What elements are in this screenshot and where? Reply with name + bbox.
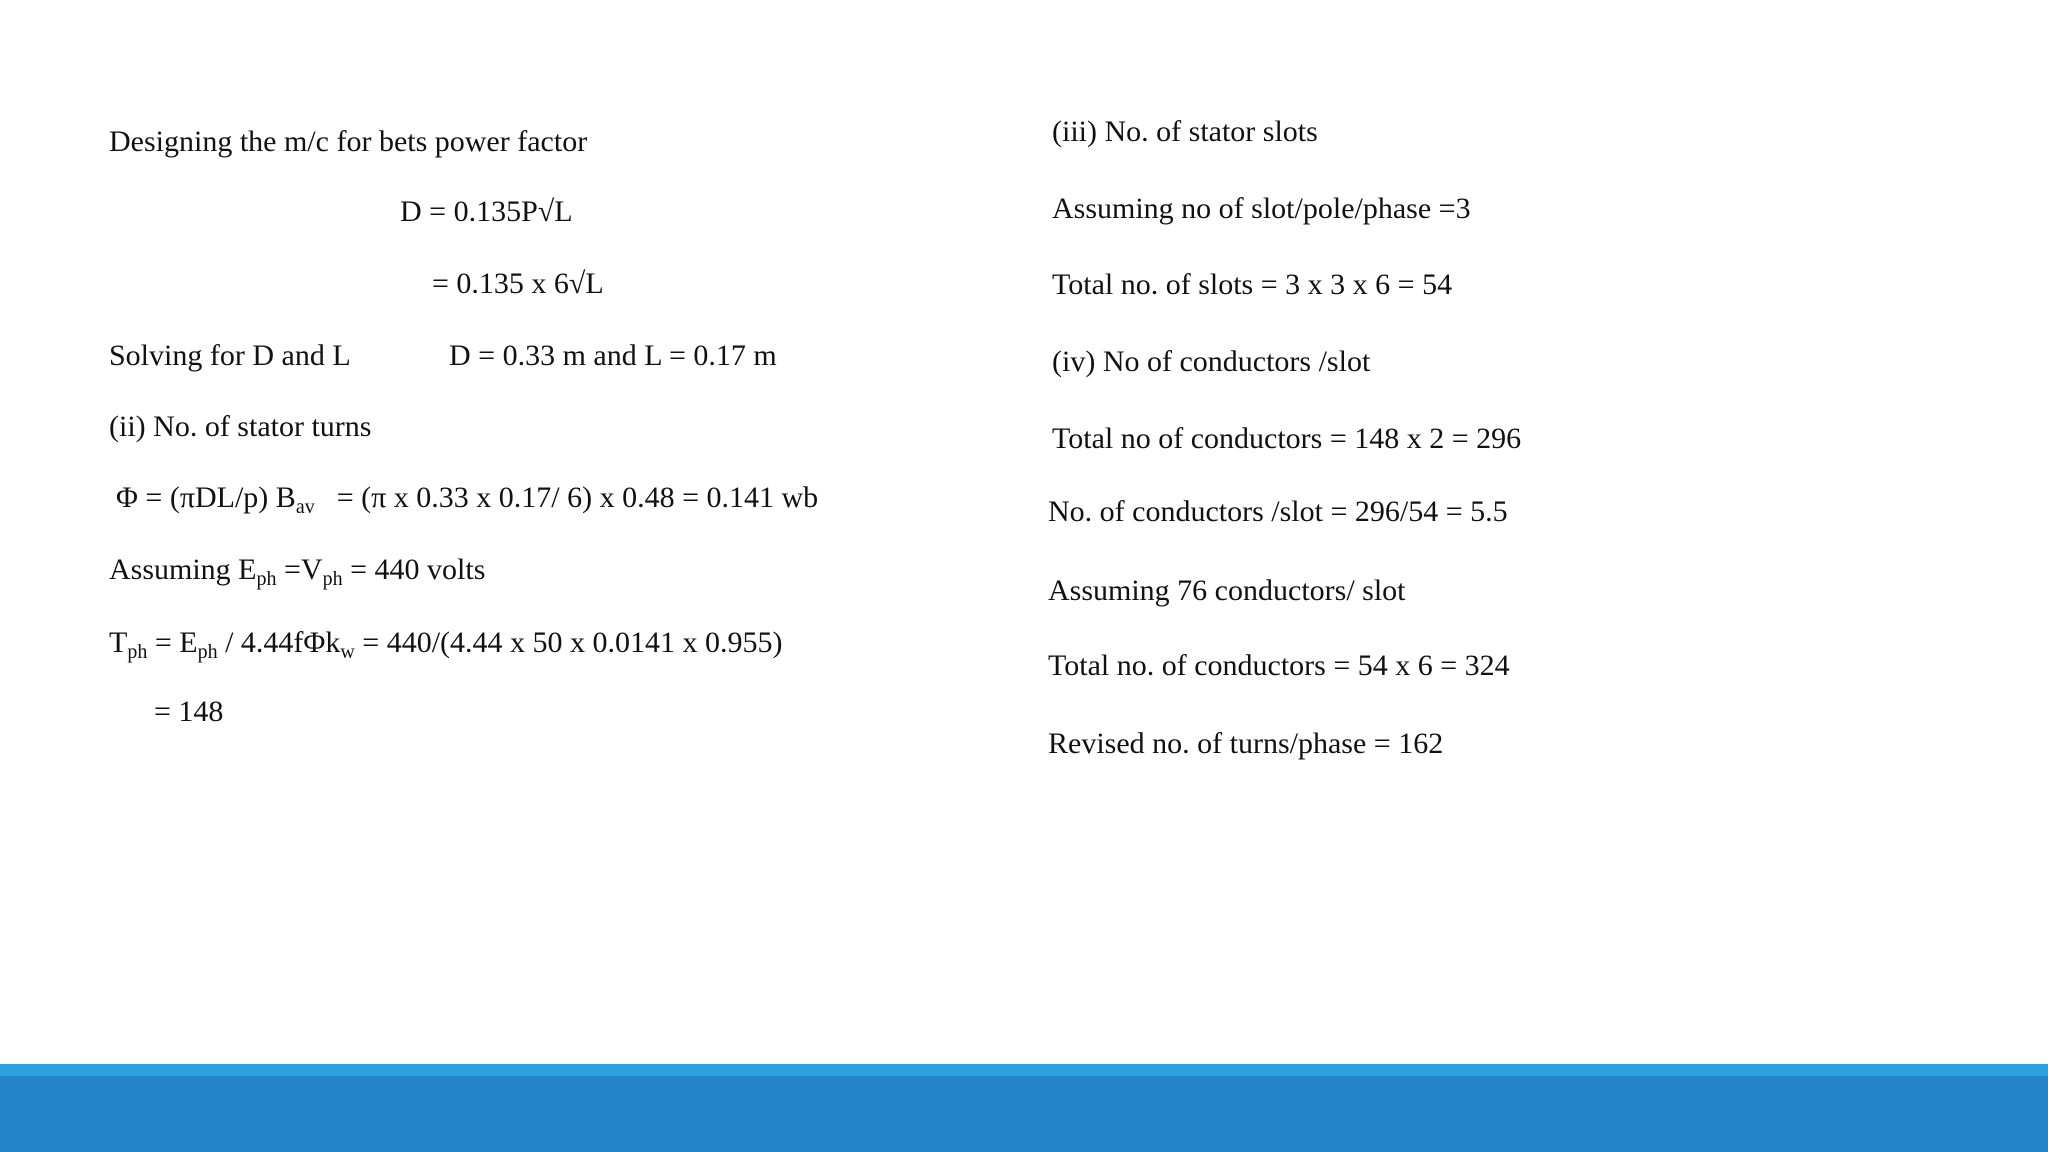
section-stator-turns: (ii) No. of stator turns (109, 410, 372, 443)
section-stator-slots: (iii) No. of stator slots (1052, 115, 1318, 148)
assuming-voltage-prefix: Assuming E (109, 553, 257, 586)
footer-bar (0, 1076, 2048, 1152)
assuming-voltage (109, 550, 485, 590)
assuming-voltage-mid: =V (276, 553, 323, 586)
flux-equation (116, 478, 818, 518)
equation-d: D = 0.135P√L (400, 195, 573, 228)
assume-conductors: Assuming 76 conductors/ slot (1048, 574, 1406, 607)
flux-lhs: Φ = (πDL/p) B (116, 481, 296, 514)
flux-lhs-subscript: av (295, 496, 315, 518)
turns-k-subscript: w (340, 641, 355, 663)
turns-eq: = E (147, 626, 198, 659)
turns-t-subscript: ph (127, 641, 148, 663)
footer-accent-stripe (0, 1064, 2048, 1076)
total-slots: Total no. of slots = 3 x 3 x 6 = 54 (1052, 268, 1453, 301)
assume-slots: Assuming no of slot/pole/phase =3 (1052, 192, 1471, 225)
assuming-voltage-sub-e: ph (256, 568, 277, 590)
revised-turns: Revised no. of turns/phase = 162 (1048, 727, 1444, 760)
turns-e-subscript: ph (197, 641, 218, 663)
section-conductors-per-slot: (iv) No of conductors /slot (1052, 345, 1371, 378)
conductors-per-slot: No. of conductors /slot = 296/54 = 5.5 (1048, 495, 1508, 528)
design-heading: Designing the m/c for bets power factor (109, 125, 588, 158)
turns-rhs: = 440/(4.44 x 50 x 0.0141 x 0.955) (354, 626, 783, 659)
solving-result: D = 0.33 m and L = 0.17 m (449, 339, 777, 372)
solving-label: Solving for D and L (109, 339, 351, 372)
turns-mid: / 4.44fΦk (217, 626, 341, 659)
turns-equation (109, 623, 783, 663)
flux-rhs: = (π x 0.33 x 0.17/ 6) x 0.48 = 0.141 wb (336, 481, 819, 514)
total-conductors-revised: Total no. of conductors = 54 x 6 = 324 (1048, 649, 1510, 682)
total-conductors: Total no of conductors = 148 x 2 = 296 (1052, 422, 1522, 455)
turns-result: = 148 (154, 695, 224, 728)
turns-t: T (109, 626, 128, 659)
assuming-voltage-suffix: = 440 volts (342, 553, 486, 586)
equation-d-numeric: = 0.135 x 6√L (432, 267, 604, 300)
assuming-voltage-sub-v: ph (322, 568, 343, 590)
